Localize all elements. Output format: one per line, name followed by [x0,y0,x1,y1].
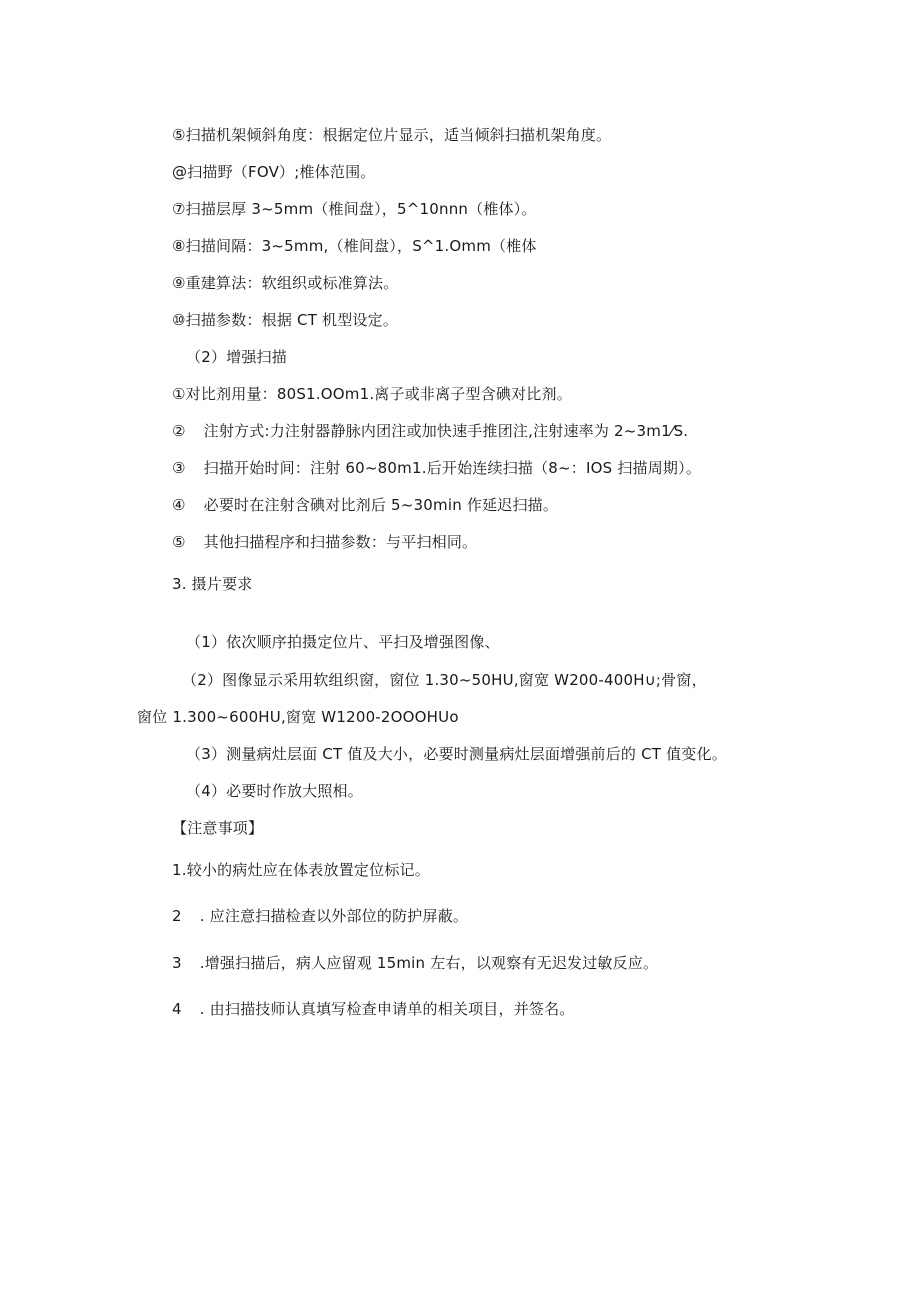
numbered-item [172,458,701,478]
item-number: ② [172,422,186,440]
text-line: （1）依次顺序拍摄定位片、平扫及增强图像、 [186,633,500,651]
item-number: ④ [172,496,186,514]
numbered-item [172,999,575,1019]
section-heading: 【注意事项】 [172,819,264,837]
text-line: ⑨重建算法：软组织或标准算法。 [172,274,399,292]
item-number: 4 [172,1000,182,1018]
item-text: 其他扫描程序和扫描参数：与平扫相同。 [203,533,478,551]
section-heading: （2）增强扫描 [186,348,287,366]
text-line: ⑦扫描层厚 3~5mm（椎间盘），5^10nnn（椎体）。 [172,200,537,218]
section-heading: 3. 摄片要求 [172,575,253,593]
text-line: 窗位 1.300~600HU,窗宽 W1200-2OOOHUo [137,708,459,726]
item-text: 扫描开始时间：注射 60~80m1.后开始连续扫描（8~：IOS 扫描周期）。 [203,459,702,477]
text-line: ⑩扫描参数：根据 CT 机型设定。 [172,311,399,329]
item-text: 注射方式:力注射器静脉内团注或加快速手推团注,注射速率为 2~3m1⁄S. [203,422,689,440]
numbered-item [172,495,558,515]
item-text: .增强扫描后，病人应留观 15min 左右，以观察有无迟发过敏反应。 [199,954,659,972]
numbered-item [172,906,468,926]
text-line: （2）图像显示采用软组织窗，窗位 1.30~50HU,窗宽 W200-400H∪;骨窗， [182,671,707,689]
item-text: . 由扫描技师认真填写检查申请单的相关项目，并签名。 [199,1000,575,1018]
text-line: （4）必要时作放大照相。 [186,782,363,800]
text-line: @扫描野（FOV）;椎体范围。 [172,163,376,181]
text-line: （3）测量病灶层面 CT 值及大小，必要时测量病灶层面增强前后的 CT 值变化。 [186,745,727,763]
item-number: 3 [172,954,182,972]
item-number: ⑤ [172,533,186,551]
numbered-item [172,532,477,552]
item-number: 2 [172,907,182,925]
item-number: ③ [172,459,186,477]
numbered-item [172,953,658,973]
text-line: ⑤扫描机架倾斜角度：根据定位片显示，适当倾斜扫描机架角度。 [172,126,612,144]
text-line: 1.较小的病灶应在体表放置定位标记。 [172,861,430,879]
item-text: . 应注意扫描检查以外部位的防护屏蔽。 [199,907,469,925]
text-line: ①对比剂用量：80S1.OOm1.离子或非离子型含碘对比剂。 [172,385,572,403]
numbered-item [172,421,688,441]
item-text: 必要时在注射含碘对比剂后 5~30min 作延迟扫描。 [203,496,559,514]
text-line: ⑧扫描间隔：3~5mm,（椎间盘），S^1.Omm（椎体 [172,237,537,255]
